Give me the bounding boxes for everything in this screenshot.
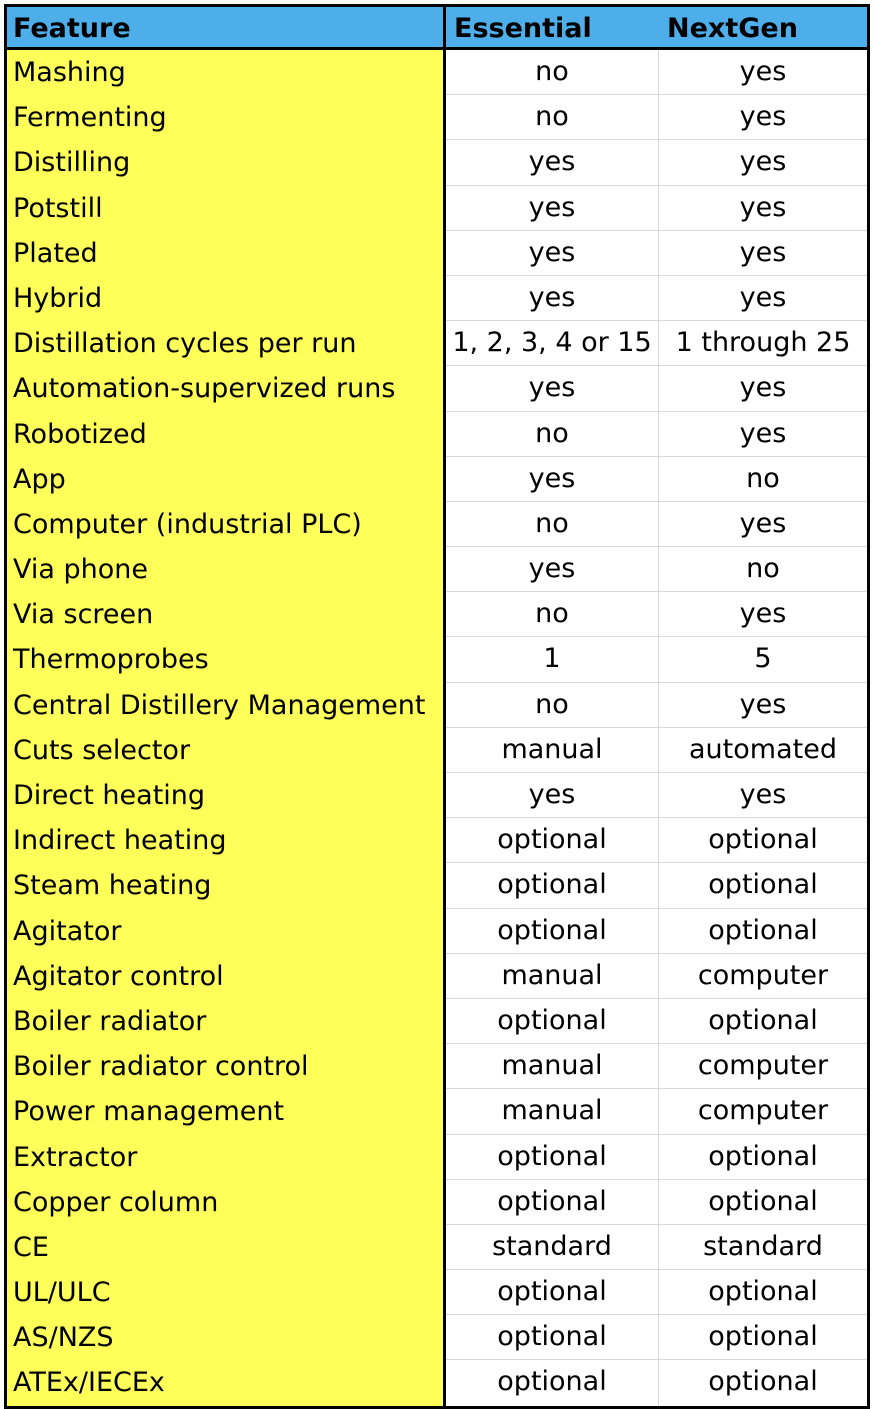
essential-cell: manual (446, 1044, 659, 1088)
nextgen-cell: optional (708, 1321, 818, 1353)
nextgen-cell: yes (739, 146, 787, 178)
essential-cell: no (446, 95, 659, 139)
feature-cell: Plated (13, 237, 98, 269)
feature-cell: Hybrid (13, 282, 103, 314)
table-row (446, 502, 867, 547)
feature-cell: Copper column (13, 1186, 219, 1218)
nextgen-cell: yes (739, 688, 787, 720)
nextgen-cell: yes (739, 56, 787, 87)
header-nextgen: NextGen (667, 13, 798, 44)
nextgen-cell: yes (739, 191, 787, 223)
essential-cell: yes (446, 547, 659, 591)
essential-cell: no (446, 502, 659, 546)
essential-cell: 1 (446, 637, 659, 681)
nextgen-cell: yes (739, 779, 787, 810)
feature-cell: Central Distillery Management (13, 689, 426, 721)
nextgen-cell: yes (739, 372, 787, 404)
essential-cell: optional (446, 1270, 659, 1314)
table-row (446, 412, 867, 457)
table-row (446, 637, 867, 682)
table-row (446, 1135, 867, 1180)
feature-cell: Distillation cycles per run (13, 328, 357, 360)
essential-cell: optional (446, 999, 659, 1043)
nextgen-cell: computer (697, 1095, 829, 1127)
nextgen-cell: standard (703, 1230, 823, 1262)
feature-cell: Via screen (13, 599, 154, 631)
feature-cell: Direct heating (13, 780, 206, 811)
table-row (446, 728, 867, 773)
essential-cell: yes (446, 231, 659, 275)
table-row (446, 863, 867, 908)
table-row (446, 457, 867, 502)
table-row (446, 1360, 867, 1405)
feature-cell: CE (13, 1231, 49, 1263)
feature-cell: Steam heating (13, 870, 212, 902)
essential-cell: yes (446, 366, 659, 410)
nextgen-cell: 1 through 25 (675, 327, 851, 359)
essential-cell: optional (446, 1315, 659, 1359)
nextgen-cell: yes (739, 281, 787, 313)
header-feature: Feature (7, 7, 446, 47)
essential-cell: no (446, 683, 659, 727)
table-row (446, 818, 867, 863)
feature-cell: Agitator control (13, 960, 224, 992)
nextgen-cell: yes (739, 598, 787, 630)
table-row (446, 592, 867, 637)
feature-cell: ATEx/IECEx (13, 1367, 165, 1399)
nextgen-cell: optional (708, 824, 818, 856)
nextgen-cell: 5 (754, 643, 772, 675)
nextgen-cell: automated (689, 733, 837, 765)
nextgen-cell: optional (708, 1140, 818, 1172)
feature-cell: Automation-supervized runs (13, 373, 396, 405)
feature-cell: Computer (industrial PLC) (13, 508, 362, 540)
essential-cell: yes (446, 140, 659, 184)
feature-cell: Agitator (13, 915, 122, 947)
essential-cell: optional (446, 863, 659, 907)
nextgen-cell: yes (739, 507, 787, 539)
nextgen-cell: no (746, 462, 780, 494)
table-row (446, 547, 867, 592)
table-row (446, 773, 867, 818)
table-row (446, 1315, 867, 1360)
feature-cell: UL/ULC (13, 1277, 111, 1309)
values-column (446, 50, 867, 1406)
feature-cell: Distilling (13, 147, 131, 179)
table-row (446, 683, 867, 728)
essential-cell: 1, 2, 3, 4 or 15 (446, 321, 659, 365)
nextgen-cell: yes (739, 417, 787, 449)
feature-cell: Extractor (13, 1141, 138, 1173)
essential-cell: optional (446, 1180, 659, 1224)
nextgen-cell: computer (697, 1050, 829, 1082)
nextgen-cell: optional (708, 1004, 818, 1036)
nextgen-cell: no (746, 553, 780, 585)
nextgen-cell: optional (708, 1276, 818, 1308)
table-header-row (4, 4, 870, 50)
feature-column (7, 50, 446, 1406)
header-essential: Essential (454, 13, 592, 44)
essential-cell: yes (446, 773, 659, 817)
essential-cell: manual (446, 1089, 659, 1133)
table-row (446, 50, 867, 95)
nextgen-cell: optional (708, 914, 818, 946)
feature-cell: Mashing (13, 57, 126, 88)
essential-cell: manual (446, 728, 659, 772)
essential-cell: yes (446, 276, 659, 320)
nextgen-cell: computer (697, 959, 829, 991)
feature-cell: Boiler radiator (13, 1005, 207, 1037)
feature-cell: Indirect heating (13, 825, 227, 857)
feature-cell: App (13, 463, 66, 495)
nextgen-cell: optional (708, 1185, 818, 1217)
essential-cell: yes (446, 186, 659, 230)
table-row (446, 1044, 867, 1089)
nextgen-cell: optional (708, 869, 818, 901)
table-row (446, 999, 867, 1044)
essential-cell: optional (446, 909, 659, 953)
feature-cell: Robotized (13, 418, 147, 450)
essential-cell: no (446, 592, 659, 636)
table-row (446, 140, 867, 185)
essential-cell: yes (446, 457, 659, 501)
nextgen-cell: optional (708, 1366, 818, 1398)
essential-cell: manual (446, 954, 659, 998)
table-row (446, 321, 867, 366)
feature-cell: AS/NZS (13, 1322, 114, 1354)
nextgen-cell: yes (739, 236, 787, 268)
table-row (446, 231, 867, 276)
feature-cell: Cuts selector (13, 734, 191, 766)
table-row (446, 95, 867, 140)
table-row (446, 1270, 867, 1315)
comparison-table (4, 4, 870, 1409)
essential-cell: optional (446, 1360, 659, 1405)
table-row (446, 909, 867, 954)
table-row (446, 366, 867, 411)
nextgen-cell: yes (739, 101, 787, 133)
feature-cell: Via phone (13, 554, 148, 586)
table-row (446, 186, 867, 231)
essential-cell: no (446, 50, 659, 94)
table-row (446, 1089, 867, 1134)
feature-cell: Thermoprobes (13, 644, 209, 676)
essential-cell: optional (446, 818, 659, 862)
table-body (4, 50, 870, 1409)
feature-cell: Boiler radiator control (13, 1051, 309, 1083)
table-row (446, 276, 867, 321)
feature-cell: Power management (13, 1096, 285, 1128)
table-row (446, 954, 867, 999)
table-row (446, 1225, 867, 1270)
essential-cell: optional (446, 1135, 659, 1179)
feature-cell: Potstill (13, 192, 103, 224)
feature-cell: Fermenting (13, 102, 167, 134)
table-row (446, 1180, 867, 1225)
essential-cell: no (446, 412, 659, 456)
essential-cell: standard (446, 1225, 659, 1269)
